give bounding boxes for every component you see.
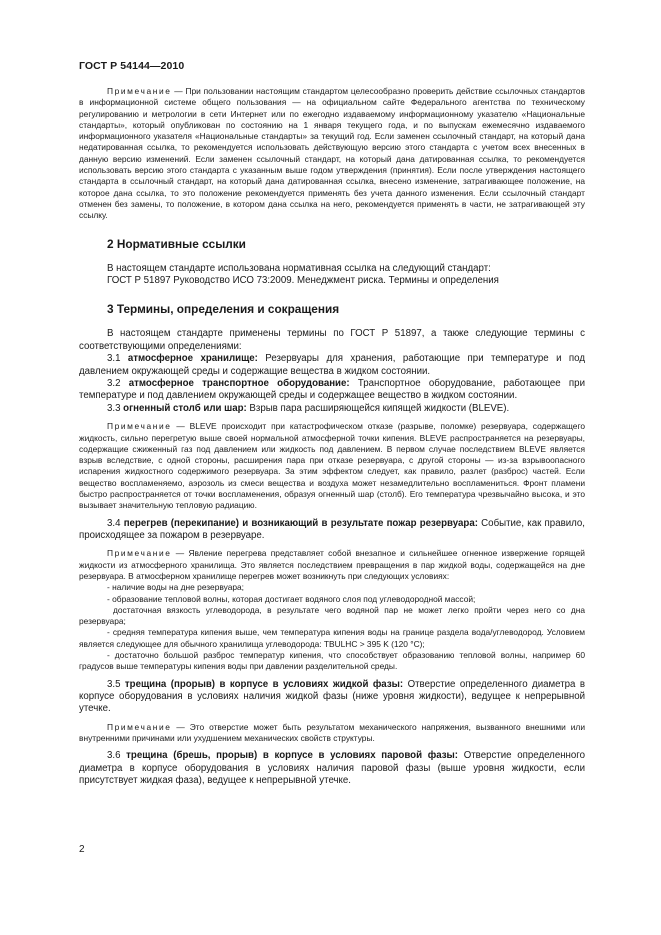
term-name: перегрев (перекипание) и возникающий в результате пожар резервуара: [123,517,478,529]
note-label: Примечание [107,421,172,432]
note-text: — BLEVE происходит при катастрофическом отказе (разрыве, поломке) резервуара, содержащего жидкость, сильно перегретую выше своей нормальной атмосферной точки кипения. BLEVE распространяется на резервуары, содержащие сжиженный газ под давлением или жидкость под давлением. В первом случае последствием BLEVE является взрыв вследствие, с одной стороны, расширения пара при отказе резервуара, с другой стороны — из-за взрывоопасного испарения жидкостного содержимого резервуара. За этим эффектом следует, как правило, разлет (разброс) частей. Если вещество воспламеняемо, аэрозоль из смеси вещества и воздуха может незамедлительно воспламениться. Фронт пламени быстро распространяется от точки воспламенения, образуя огненный шар (столб). Его температура чрезвычайно высока, и это вызывает значительную тепловую радиацию. [79,421,585,511]
term-name: атмосферное хранилище: [127,353,258,365]
section-2-paragraph-1: В настоящем стандарте использована нормативная ссылка на следующий стандарт: [107,262,491,274]
page-number: 2 [79,844,85,855]
term-definition: Взрыв пара расширяющейся кипящей жидкости (BLEVE). [246,402,510,414]
term-3-4 [79,518,585,543]
section-2-paragraph-2: ГОСТ Р 51897 Руководство ИСО 73:2009. Менеджмент риска. Термины и определения [107,274,499,286]
note-text: — При пользовании настоящим стандартом целесообразно проверить действие ссылочных стандартов в информационной системе общего пользования — на официальном сайте Федерального агентства по техническому регулированию и метрологии в сети Интернет или по ежегодно издаваемому информационному указателю «Национальные стандарты», который опубликован по состоянию на 1 января текущего года, и по выпускам ежемесячно издаваемого информационного указателя «Национальные стандарты» за текущий год. Если заменен ссылочный стандарт, на который дана недатированная ссылка, то рекомендуется использовать действующую версию этого стандарта с учетом всех внесенных в данную версию изменений. Если заменен ссылочный стандарт, на который дана датированная ссылка, то рекомендуется использовать версию этого стандарта с указанным выше годом утверждения (принятия). Если после утверждения настоящего стандарта в ссылочный стандарт, на который дана датированная ссылка, внесено изменение, затрагивающее положение, на которое дана ссылка, то это положение рекомендуется применять без учета данного изменения. Если ссылочный стандарт отменен без замены, то положение, в котором дана ссылка на него, рекомендуется применять в части, не затрагивающей эту ссылку. [79,86,585,221]
term-name: огненный столб или шар: [123,402,247,414]
term-number: 3.3 [107,402,124,414]
list-item: - наличие воды на дне резервуара; [107,582,245,593]
term-number: 3.5 [107,678,125,690]
term-number: 3.6 [107,750,127,762]
term-definition: Резервуары для хранения, работающие при температуре и под давлением окружающей среды и содержащие вещества в жидком состоянии. [79,353,585,377]
document-header: ГОСТ Р 54144—2010 [79,60,185,72]
term-name: атмосферное транспортное оборудование: [128,378,350,389]
note-3-4 [79,548,585,582]
section-2-heading: 2 Нормативные ссылки [107,236,246,251]
note-references [79,86,585,222]
list-item: достаточная вязкость углеводорода, в результате чего водяной пар не может легко пройти через него со дна резервуара; [79,604,585,627]
term-3-3 [79,403,585,415]
note-label: Примечание [107,86,172,96]
list-item: - средняя температура кипения выше, чем температура кипения воды на границе раздела вода/углеводород. Условием является следующее для обычного хранилища углеводорода: TBULHC > 395 K (120 °C); [79,627,585,649]
list-item: - образование тепловой волны, которая достигает водяного слоя под углеводородной массой; [107,593,476,604]
term-name: трещина (брешь, прорыв) в корпусе в условиях паровой фазы: [126,750,459,762]
term-3-6 [79,750,585,787]
term-definition: Событие, как правило, происходящее за пожаром в резервуаре. [79,517,585,541]
note-text: — Явление перегрева представляет собой внезапное и сильнейшее огненное извержение горящей жидкости из атмосферного хранилища. Это является последствием превращения в пар жидкой воды, содержащейся на дне резервуара. В атмосферном хранилище перегрев может возникнуть при следующих условиях: [79,548,585,581]
note-label: Примечание [107,548,172,559]
term-number: 3.4 [107,517,124,529]
term-number: 3.1 [107,353,128,365]
term-definition: Отверстие определенного диаметра в корпусе оборудования в условиях наличия паровой фазы (выше уровня жидкости, если присутствует жидкая фаза), ведущее к непрерывной утечке. [79,750,586,787]
term-3-2 [79,378,585,403]
term-name: трещина (прорыв) в корпусе в условиях жидкой фазы: [124,678,404,690]
term-3-1 [79,353,585,378]
term-definition: Транспортное оборудование, работающее при температуре и под давлением окружающей среды и содержащее вещество в жидком состоянии. [79,378,585,402]
term-number: 3.2 [107,378,129,389]
term-3-5 [79,679,585,716]
note-3-3 [79,421,585,511]
note-label: Примечание [107,721,172,732]
list-item: - достаточно большой разброс температур кипения, что способствует образованию тепловой волны, например 60 градусов выше температуры кипения воды при давлении разделительной среды. [79,650,585,672]
document-body [79,86,585,788]
note-text: — Это отверстие может быть результатом механического напряжения, вызванного внешними или внутренними причинами или ухудшением механических свойств структуры. [79,721,585,744]
note-3-5 [79,722,585,745]
section-3-heading: 3 Термины, определения и сокращения [107,302,340,317]
term-definition: Отверстие определенного диаметра в корпусе оборудования в условиях наличия жидкой фазы (ниже уровня жидкости), ведущее к непрерывной утечке. [79,678,586,715]
section-3-intro: В настоящем стандарте применены термины по ГОСТ Р 51897, а также следующие термины с соответствующими определениями: [79,328,585,352]
